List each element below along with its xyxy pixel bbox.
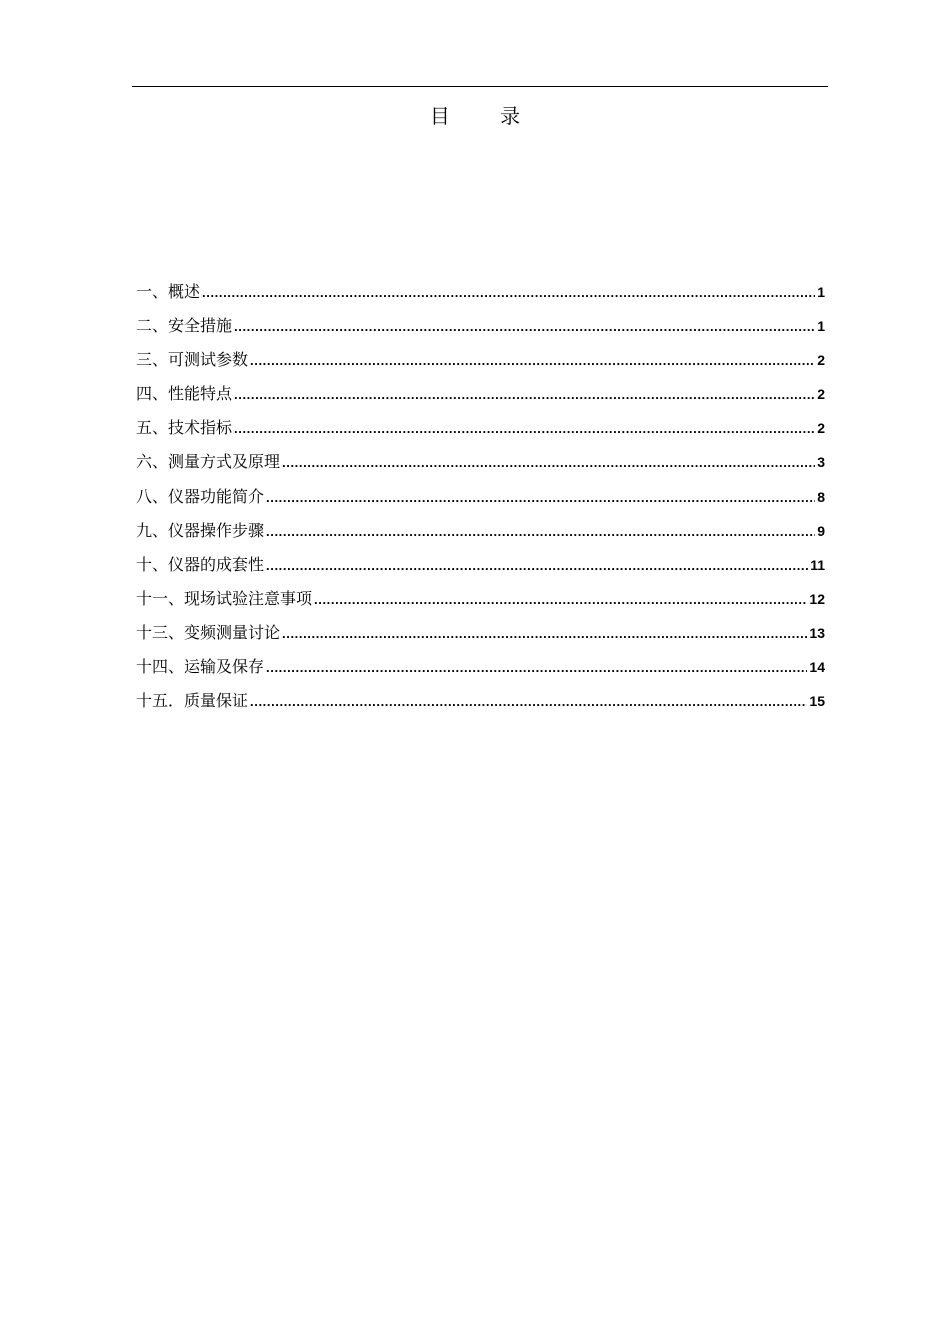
toc-dot-leader: [266, 654, 807, 682]
toc-entry-page: 14: [809, 659, 825, 676]
toc-entry-page: 2: [817, 386, 825, 403]
toc-dot-leader: [234, 415, 815, 443]
toc-entry-label: 二、安全措施: [136, 316, 233, 336]
toc-dot-leader: [250, 688, 807, 716]
toc-entry[interactable]: [136, 346, 825, 380]
toc-dot-leader: [250, 347, 815, 375]
toc-entry[interactable]: [136, 312, 825, 346]
toc-dot-leader: [266, 484, 815, 512]
toc-entry-page: 12: [809, 590, 825, 607]
toc-dot-leader: [202, 279, 815, 307]
toc-entry[interactable]: [136, 448, 825, 482]
toc-entry[interactable]: [136, 653, 825, 687]
toc-entry[interactable]: [136, 585, 825, 619]
toc-dot-leader: [282, 620, 807, 648]
toc-entry[interactable]: [136, 687, 825, 721]
toc-dot-leader: [234, 381, 815, 409]
toc-dot-leader: [234, 313, 815, 341]
toc-entry-page: 3: [817, 454, 825, 471]
toc-entry[interactable]: [136, 551, 825, 585]
toc-title: 目 录: [429, 104, 543, 128]
header-rule: [132, 86, 828, 87]
toc-entry-page: 2: [817, 352, 825, 369]
toc-entry-label: 三、可测试参数: [136, 350, 249, 370]
toc-entry-label: 十五．质量保证: [136, 691, 249, 711]
toc-entry-page: 1: [817, 318, 825, 335]
toc-entry-page: 11: [810, 556, 825, 573]
toc-entry[interactable]: [136, 483, 825, 517]
toc-entry-page: 1: [817, 284, 825, 300]
toc-entry-label: 五、技术指标: [136, 418, 233, 438]
toc-entry-label: 四、性能特点: [136, 384, 233, 404]
toc-entry-label: 十、仪器的成套性: [136, 554, 265, 574]
toc-entry-label: 九、仪器操作步骤: [136, 520, 265, 540]
toc-entry-page: 13: [809, 624, 825, 641]
toc-dot-leader: [266, 552, 808, 580]
toc-entry-label: 一、概述: [136, 282, 201, 301]
toc-entry-page: 2: [817, 420, 825, 437]
toc-list: [136, 278, 825, 721]
toc-dot-leader: [314, 586, 807, 614]
toc-entry-label: 八、仪器功能简介: [136, 486, 265, 506]
toc-entry[interactable]: [136, 380, 825, 414]
toc-entry-page: 15: [809, 693, 825, 710]
toc-entry-label: 十一、现场试验注意事项: [136, 588, 313, 608]
toc-entry-label: 六、测量方式及原理: [136, 452, 281, 472]
toc-entry[interactable]: [136, 517, 825, 551]
toc-entry[interactable]: [136, 414, 825, 448]
toc-entry-page: 9: [817, 522, 825, 539]
toc-entry[interactable]: [136, 619, 825, 653]
toc-dot-leader: [266, 518, 815, 546]
toc-entry-label: 十三、变频测量讨论: [136, 622, 281, 642]
toc-entry[interactable]: [136, 278, 825, 312]
toc-entry-label: 十四、运输及保存: [136, 657, 265, 677]
toc-entry-page: 8: [817, 488, 825, 505]
toc-dot-leader: [282, 449, 815, 477]
